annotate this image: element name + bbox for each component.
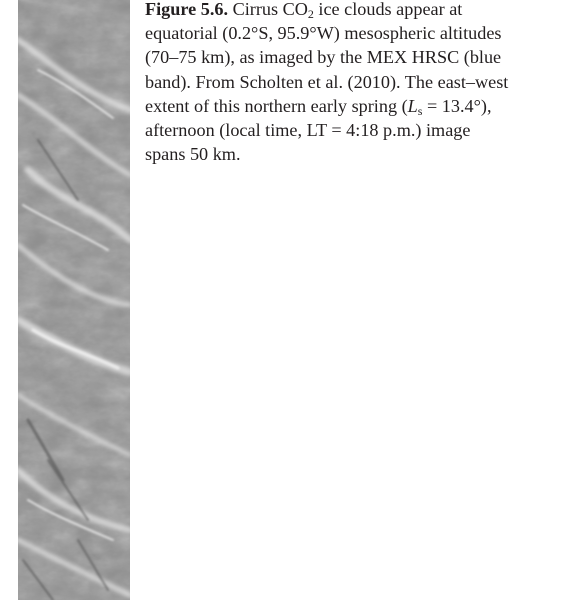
caption-line: Figure 5.6. Cirrus $CO_2$ ice clouds appear at [145,0,463,21]
caption-line: equatorial (0.2°S, 95.9°W) mesospheric altitudes [145,23,502,44]
cirrus-cloud-image [18,0,130,600]
caption-line: spans 50 km. [145,144,241,165]
figure-label: Figure 5.6. [145,0,229,19]
cloud-texture [18,0,130,600]
caption-line: (70–75 km), as imaged by the MEX HRSC (blue [145,47,502,68]
caption-line: extent of this northern early spring $(L_s = 13.4^\circ)$, [145,95,492,118]
caption-line: afternoon (local time, LT = 4:18 p.m.) image [145,120,471,141]
caption-line: band). From Scholten et al. (2010). The east–west [145,71,509,92]
figure-caption [145,0,565,166]
